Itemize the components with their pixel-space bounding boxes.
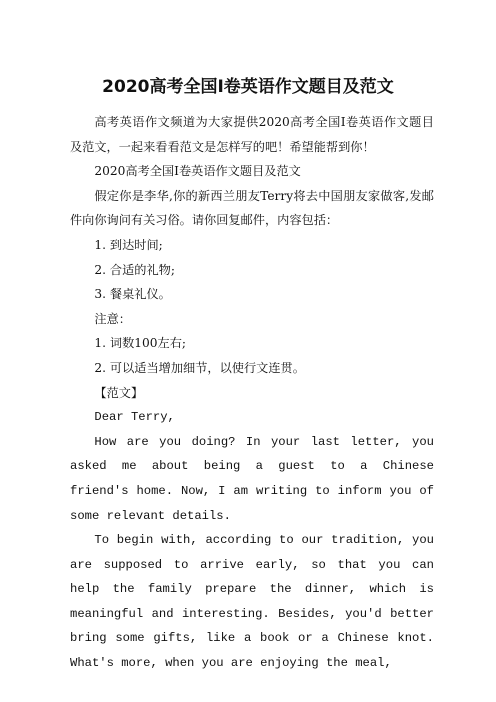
letter-paragraph-1: How are you doing? In your last letter, you asked me about being a guest to a Chinese friend's home. Now, I am writing to inform you of some relevant details. — [70, 434, 434, 523]
notes-heading: 注意： — [94, 311, 131, 326]
document-body — [70, 110, 434, 676]
intro-paragraph: 高考英语作文频道为大家提供2020高考全国Ⅰ卷英语作文题目及范文，一起来看看范文是怎样写的吧！希望能帮到你！ — [70, 115, 434, 154]
note-item-2: 2. 可以适当增加细节，以使行文连贯。 — [94, 360, 305, 375]
requirement-item-3: 3. 餐桌礼仪。 — [94, 287, 171, 302]
note-item-1: 1. 词数100左右; — [94, 336, 187, 351]
prompt-paragraph: 假定你是李华,你的新西兰朋友Terry将去中国朋友家做客,发邮件向你询问有关习俗。请你回复邮件，内容包括： — [70, 188, 434, 228]
requirement-item-2: 2. 合适的礼物; — [94, 262, 175, 277]
sample-essay-heading: 【范文】 — [94, 385, 144, 400]
subtitle-paragraph: 2020高考全国Ⅰ卷英语作文题目及范文 — [94, 164, 301, 179]
requirement-item-1: 1. 到达时间; — [94, 237, 163, 252]
letter-salutation: Dear Terry, — [94, 410, 175, 425]
letter-paragraph-2: To begin with, according to our tradition, you are supposed to arrive early, so that you can help the family prepare the dinner, which is meaningful and interesting. Besides, you'd better bring some gifts, like a book or a Chinese knot. What's more, when you are enjoying the meal, — [70, 533, 434, 671]
document-title: 2020高考全国Ⅰ卷英语作文题目及范文 — [102, 77, 394, 97]
